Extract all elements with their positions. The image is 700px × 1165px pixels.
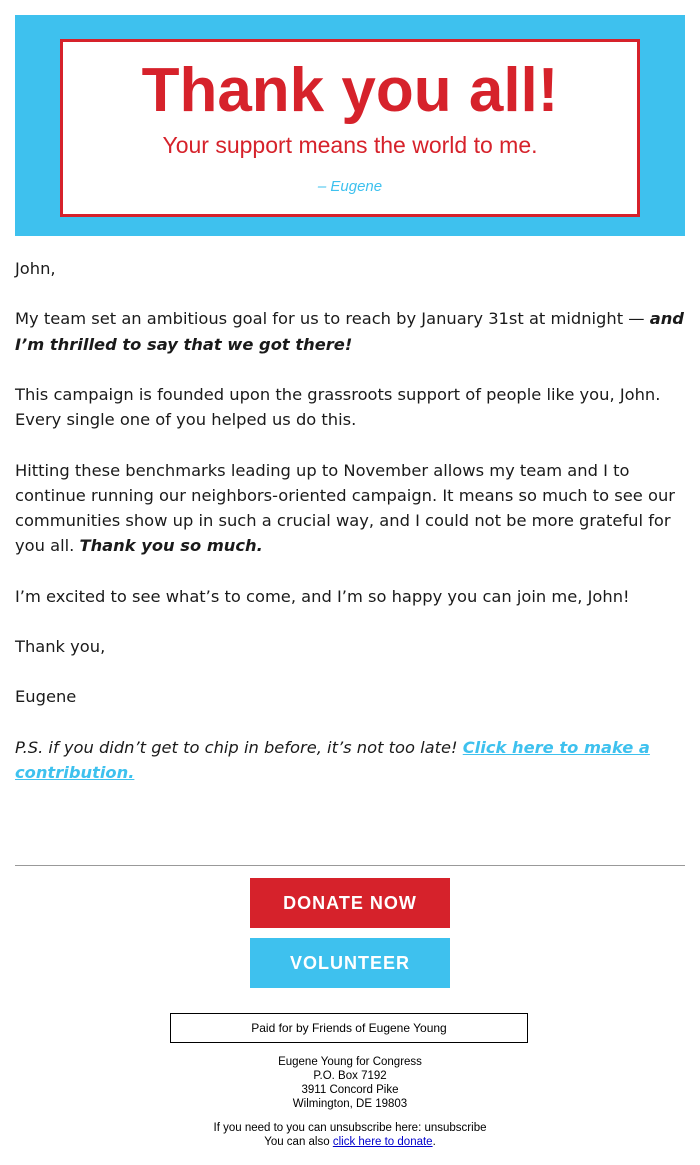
address-line: Eugene Young for Congress [278, 1056, 422, 1068]
greeting: John, [15, 259, 56, 278]
mailing-address [0, 1055, 700, 1111]
address-line: Wilmington, DE 19803 [292, 1098, 408, 1110]
paragraph-benchmarks-emphasis: Thank you so much. [79, 536, 263, 556]
hero-title: Thank you all! [141, 56, 559, 125]
address-line: 3911 Concord Pike [301, 1084, 399, 1096]
address-line: P.O. Box 7192 [313, 1070, 387, 1082]
unsubscribe-text: If you need to you can unsubscribe here: unsubscribe [213, 1122, 487, 1134]
closing: Thank you, [15, 636, 106, 656]
hero-subtitle: Your support means the world to me. [162, 132, 538, 158]
paragraph-benchmarks [15, 458, 685, 559]
paragraph-excited: I’m excited to see what’s to come, and I’m so happy you can join me, John! [15, 586, 630, 606]
hero-frame [60, 39, 640, 217]
paragraph-goal-emphasis: and I’m thrilled to say that we got there! [15, 309, 684, 354]
hero-banner [15, 15, 685, 236]
footer-links [0, 1121, 700, 1149]
donate-now-button[interactable]: DONATE NOW [250, 878, 450, 928]
contribution-link[interactable]: Click here to make a contribution. [15, 737, 650, 782]
divider [15, 865, 685, 866]
paragraph-goal-text: My team set an ambitious goal for us to reach by January 31st at midnight — [15, 309, 650, 329]
paragraph-benchmarks-text: Hitting these benchmarks leading up to November allows my team and I to continue running our neighbors-oriented campaign. It means so much to see our communities show up in such a crucial way, and I could not be more grateful for you all. [15, 460, 675, 556]
volunteer-button[interactable]: VOLUNTEER [250, 938, 450, 988]
postscript-text: P.S. if you didn’t get to chip in before, it’s not too late! [15, 737, 463, 757]
period: . [432, 1136, 436, 1148]
signature-name: Eugene [15, 687, 77, 707]
postscript [15, 735, 685, 785]
paragraph-goal [15, 306, 685, 356]
paid-for-disclaimer: Paid for by Friends of Eugene Young [170, 1013, 528, 1043]
paragraph-grassroots: This campaign is founded upon the grassroots support of people like you, John. Every single one of you helped us do this. [15, 384, 661, 430]
footer-donate-link[interactable]: click here to donate [332, 1136, 433, 1148]
letter-body [15, 256, 685, 810]
donate-footer-line [0, 1135, 700, 1149]
hero-signature: – Eugene [317, 178, 383, 195]
also-text: You can also [264, 1136, 333, 1148]
